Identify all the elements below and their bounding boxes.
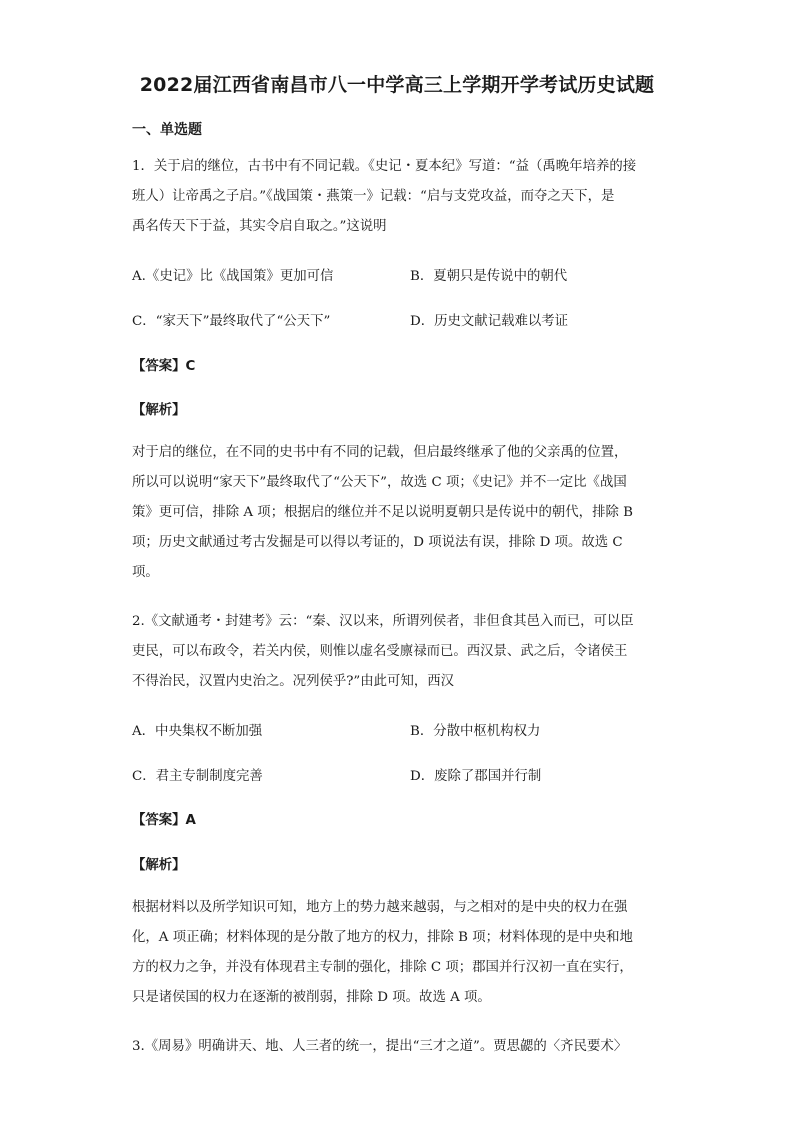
question-2-line: 不得治民，汉置内史治之。况列侯乎?”由此可知，西汉 — [132, 674, 455, 689]
analysis-line: 化，A 项正确；材料体现的是分散了地方的权力，排除 B 项；材料体现的是中央和地 — [132, 930, 633, 945]
analysis-line: 所以可以说明“家天下”最终取代了“公天下”，故选 C 项；《史记》并不一定比《战国 — [132, 475, 627, 490]
analysis-line: 对于启的继位，在不同的史书中有不同的记载，但启最终继承了他的父亲禹的位置， — [132, 445, 628, 460]
question-3-line: 3.《周易》明确讲天、地、人三者的统一，提出“三才之道”。贾思勰的〈齐民要术〉 — [132, 1039, 628, 1054]
question-2-option-c: C．君主专制制度完善 — [132, 769, 263, 784]
question-2-stem — [132, 607, 662, 697]
question-2-option-a: A．中央集权不断加强 — [132, 724, 263, 739]
question-1-answer: 【答案】C — [132, 359, 196, 374]
question-2-analysis-label: 【解析】 — [132, 858, 186, 873]
question-1-option-c: C．“家天下”最终取代了“公天下” — [132, 314, 331, 329]
question-1-option-b: B．夏朝只是传说中的朝代 — [410, 269, 568, 284]
question-1-line: 禹名传天下于益，其实令启自取之。”这说明 — [132, 219, 387, 234]
question-1-line: 班人）让帝禹之子启。”《战国策・燕策一》记载：“启与支党攻益，而夺之天下，是 — [132, 189, 615, 204]
document-title: 2022届江西省南昌市八一中学高三上学期开学考试历史试题 — [139, 74, 655, 96]
question-2-analysis — [132, 893, 662, 1013]
question-1-option-a: A.《史记》比《战国策》更加可信 — [132, 269, 334, 284]
question-1-analysis — [132, 438, 662, 588]
question-3-stem — [132, 1032, 662, 1062]
analysis-line: 只是诸侯国的权力在逐渐的被削弱，排除 D 项。故选 A 项。 — [132, 990, 491, 1005]
analysis-line: 方的权力之争，并没有体现君主专制的强化，排除 C 项；郡国并行汉初一直在实行， — [132, 960, 633, 975]
analysis-line: 项；历史文献通过考古发掘是可以得以考证的，D 项说法有误，排除 D 项。故选 C — [132, 535, 623, 550]
analysis-line: 根据材料以及所学知识可知，地方上的势力越来越弱，与之相对的是中央的权力在强 — [132, 900, 628, 915]
question-2-answer: 【答案】A — [132, 813, 196, 828]
question-2-line: 2.《文献通考・封建考》云：“秦、汉以来，所谓列侯者，非但食其邑入而已，可以臣 — [132, 614, 634, 629]
question-1-stem — [132, 152, 662, 242]
question-2-option-b: B．分散中枢机构权力 — [410, 724, 541, 739]
question-2-option-d: D．废除了郡国并行制 — [410, 769, 542, 784]
question-1-option-d: D．历史文献记载难以考证 — [410, 314, 569, 329]
section-heading: 一、单选题 — [132, 122, 202, 138]
analysis-line: 项。 — [132, 565, 159, 580]
question-1-line: 1．关于启的继位，古书中有不同记载。《史记・夏本纪》写道：“益（禹晚年培养的接 — [132, 159, 637, 174]
question-1-analysis-label: 【解析】 — [132, 403, 186, 418]
question-2-line: 吏民，可以布政令，若关内侯，则惟以虚名受廪禄而已。西汉景、武之后，令诸侯王 — [132, 644, 628, 659]
analysis-line: 策》更可信，排除 A 项；根据启的继位并不足以说明夏朝只是传说中的朝代，排除 B — [132, 505, 633, 520]
